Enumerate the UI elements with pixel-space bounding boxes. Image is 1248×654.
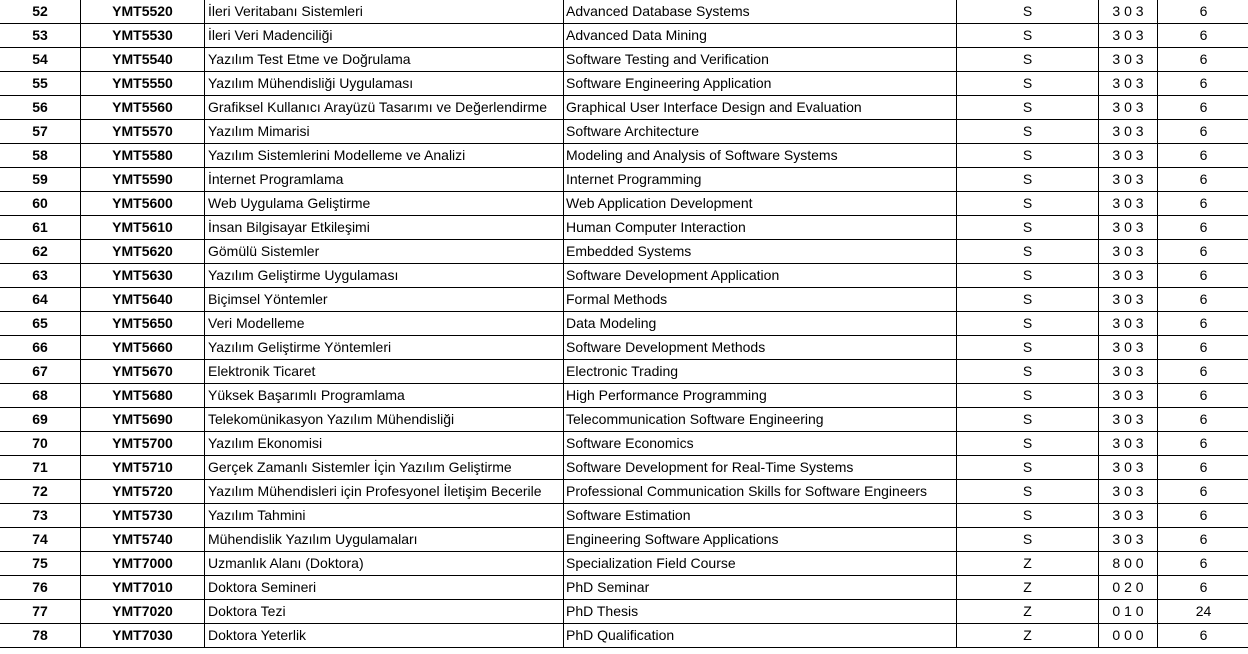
course-type-cell: S xyxy=(957,480,1099,504)
table-row xyxy=(0,600,1248,624)
course-name-en-cell: PhD Thesis xyxy=(564,600,957,624)
course-name-en-cell: Software Development Application xyxy=(564,264,957,288)
row-number-cell: 76 xyxy=(0,576,81,600)
row-number-cell: 68 xyxy=(0,384,81,408)
course-hours-cell: 8 0 0 xyxy=(1099,552,1158,576)
course-name-en-cell: Software Testing and Verification xyxy=(564,48,957,72)
row-number-cell: 55 xyxy=(0,72,81,96)
course-code-cell: YMT5730 xyxy=(81,504,205,528)
row-number-cell: 65 xyxy=(0,312,81,336)
course-hours-cell: 3 0 3 xyxy=(1099,480,1158,504)
course-type-cell: S xyxy=(957,120,1099,144)
course-type-cell: S xyxy=(957,24,1099,48)
course-ects-cell: 6 xyxy=(1158,432,1248,456)
course-name-en-cell: Software Estimation xyxy=(564,504,957,528)
course-type-cell: S xyxy=(957,408,1099,432)
table-row xyxy=(0,480,1248,504)
course-type-cell: S xyxy=(957,96,1099,120)
course-type-cell: S xyxy=(957,240,1099,264)
course-ects-cell: 6 xyxy=(1158,264,1248,288)
course-name-en-cell: Modeling and Analysis of Software Systems xyxy=(564,144,957,168)
row-number-cell: 53 xyxy=(0,24,81,48)
course-name-tr-cell: Yazılım Mühendisleri için Profesyonel İletişim Becerile xyxy=(205,480,564,504)
course-type-cell: S xyxy=(957,384,1099,408)
course-hours-cell: 3 0 3 xyxy=(1099,240,1158,264)
row-number-cell: 59 xyxy=(0,168,81,192)
row-number-cell: 60 xyxy=(0,192,81,216)
course-code-cell: YMT5670 xyxy=(81,360,205,384)
table-row xyxy=(0,576,1248,600)
course-type-cell: Z xyxy=(957,600,1099,624)
course-name-en-cell: Electronic Trading xyxy=(564,360,957,384)
course-ects-cell: 6 xyxy=(1158,168,1248,192)
course-code-cell: YMT5680 xyxy=(81,384,205,408)
course-name-en-cell: Embedded Systems xyxy=(564,240,957,264)
course-type-cell: Z xyxy=(957,576,1099,600)
course-code-cell: YMT5530 xyxy=(81,24,205,48)
course-name-en-cell: Internet Programming xyxy=(564,168,957,192)
course-name-en-cell: Human Computer Interaction xyxy=(564,216,957,240)
course-name-tr-cell: Yazılım Geliştirme Yöntemleri xyxy=(205,336,564,360)
table-row xyxy=(0,384,1248,408)
course-name-tr-cell: Yazılım Test Etme ve Doğrulama xyxy=(205,48,564,72)
course-code-cell: YMT5620 xyxy=(81,240,205,264)
course-name-tr-cell: Doktora Tezi xyxy=(205,600,564,624)
table-row xyxy=(0,312,1248,336)
table-row xyxy=(0,240,1248,264)
table-row xyxy=(0,48,1248,72)
course-hours-cell: 3 0 3 xyxy=(1099,336,1158,360)
course-name-tr-cell: Elektronik Ticaret xyxy=(205,360,564,384)
row-number-cell: 57 xyxy=(0,120,81,144)
course-ects-cell: 6 xyxy=(1158,576,1248,600)
course-ects-cell: 6 xyxy=(1158,0,1248,24)
course-ects-cell: 6 xyxy=(1158,408,1248,432)
course-ects-cell: 6 xyxy=(1158,384,1248,408)
course-name-en-cell: Web Application Development xyxy=(564,192,957,216)
course-name-tr-cell: Doktora Semineri xyxy=(205,576,564,600)
course-hours-cell: 0 1 0 xyxy=(1099,600,1158,624)
course-type-cell: S xyxy=(957,456,1099,480)
course-hours-cell: 3 0 3 xyxy=(1099,48,1158,72)
course-name-tr-cell: Yazılım Geliştirme Uygulaması xyxy=(205,264,564,288)
course-ects-cell: 6 xyxy=(1158,528,1248,552)
course-name-tr-cell: Yazılım Mimarisi xyxy=(205,120,564,144)
course-code-cell: YMT5520 xyxy=(81,0,205,24)
course-name-en-cell: Specialization Field Course xyxy=(564,552,957,576)
course-type-cell: S xyxy=(957,168,1099,192)
course-code-cell: YMT7010 xyxy=(81,576,205,600)
course-type-cell: S xyxy=(957,264,1099,288)
table-row xyxy=(0,264,1248,288)
course-code-cell: YMT7000 xyxy=(81,552,205,576)
row-number-cell: 54 xyxy=(0,48,81,72)
course-type-cell: S xyxy=(957,72,1099,96)
course-hours-cell: 3 0 3 xyxy=(1099,432,1158,456)
table-row xyxy=(0,120,1248,144)
course-hours-cell: 3 0 3 xyxy=(1099,144,1158,168)
table-row xyxy=(0,96,1248,120)
course-name-en-cell: Advanced Data Mining xyxy=(564,24,957,48)
course-code-cell: YMT5640 xyxy=(81,288,205,312)
course-name-tr-cell: Uzmanlık Alanı (Doktora) xyxy=(205,552,564,576)
course-type-cell: S xyxy=(957,144,1099,168)
course-type-cell: S xyxy=(957,504,1099,528)
course-name-en-cell: PhD Qualification xyxy=(564,624,957,648)
course-type-cell: S xyxy=(957,432,1099,456)
table-row xyxy=(0,432,1248,456)
row-number-cell: 73 xyxy=(0,504,81,528)
table-row xyxy=(0,408,1248,432)
course-name-tr-cell: Doktora Yeterlik xyxy=(205,624,564,648)
course-name-en-cell: Software Architecture xyxy=(564,120,957,144)
course-ects-cell: 6 xyxy=(1158,72,1248,96)
course-name-tr-cell: Web Uygulama Geliştirme xyxy=(205,192,564,216)
course-name-en-cell: High Performance Programming xyxy=(564,384,957,408)
course-code-cell: YMT5710 xyxy=(81,456,205,480)
table-row xyxy=(0,216,1248,240)
course-name-en-cell: Software Economics xyxy=(564,432,957,456)
course-code-cell: YMT5600 xyxy=(81,192,205,216)
course-code-cell: YMT5660 xyxy=(81,336,205,360)
row-number-cell: 52 xyxy=(0,0,81,24)
course-hours-cell: 3 0 3 xyxy=(1099,360,1158,384)
course-hours-cell: 0 0 0 xyxy=(1099,624,1158,648)
course-name-tr-cell: Grafiksel Kullanıcı Arayüzü Tasarımı ve Değerlendirme xyxy=(205,96,564,120)
course-hours-cell: 3 0 3 xyxy=(1099,192,1158,216)
course-ects-cell: 6 xyxy=(1158,24,1248,48)
course-name-tr-cell: Biçimsel Yöntemler xyxy=(205,288,564,312)
course-code-cell: YMT5700 xyxy=(81,432,205,456)
course-hours-cell: 3 0 3 xyxy=(1099,168,1158,192)
course-ects-cell: 6 xyxy=(1158,48,1248,72)
table-row xyxy=(0,288,1248,312)
course-name-tr-cell: Veri Modelleme xyxy=(205,312,564,336)
course-name-tr-cell: İnternet Programlama xyxy=(205,168,564,192)
course-ects-cell: 6 xyxy=(1158,480,1248,504)
course-code-cell: YMT5550 xyxy=(81,72,205,96)
course-code-cell: YMT5570 xyxy=(81,120,205,144)
course-name-tr-cell: Yüksek Başarımlı Programlama xyxy=(205,384,564,408)
course-type-cell: S xyxy=(957,288,1099,312)
course-name-tr-cell: Yazılım Sistemlerini Modelleme ve Analizi xyxy=(205,144,564,168)
course-hours-cell: 3 0 3 xyxy=(1099,504,1158,528)
row-number-cell: 78 xyxy=(0,624,81,648)
course-ects-cell: 6 xyxy=(1158,456,1248,480)
course-ects-cell: 6 xyxy=(1158,504,1248,528)
table-row xyxy=(0,336,1248,360)
course-ects-cell: 6 xyxy=(1158,360,1248,384)
course-ects-cell: 6 xyxy=(1158,624,1248,648)
course-hours-cell: 3 0 3 xyxy=(1099,96,1158,120)
course-name-tr-cell: İnsan Bilgisayar Etkileşimi xyxy=(205,216,564,240)
row-number-cell: 63 xyxy=(0,264,81,288)
course-hours-cell: 3 0 3 xyxy=(1099,216,1158,240)
course-ects-cell: 24 xyxy=(1158,600,1248,624)
table-row xyxy=(0,504,1248,528)
course-name-tr-cell: Yazılım Ekonomisi xyxy=(205,432,564,456)
course-name-en-cell: PhD Seminar xyxy=(564,576,957,600)
table-row xyxy=(0,360,1248,384)
row-number-cell: 69 xyxy=(0,408,81,432)
course-name-en-cell: Software Development Methods xyxy=(564,336,957,360)
course-type-cell: Z xyxy=(957,624,1099,648)
row-number-cell: 58 xyxy=(0,144,81,168)
course-hours-cell: 3 0 3 xyxy=(1099,408,1158,432)
table-row xyxy=(0,456,1248,480)
course-type-cell: S xyxy=(957,360,1099,384)
table-row xyxy=(0,168,1248,192)
course-ects-cell: 6 xyxy=(1158,120,1248,144)
row-number-cell: 75 xyxy=(0,552,81,576)
course-ects-cell: 6 xyxy=(1158,144,1248,168)
course-code-cell: YMT5610 xyxy=(81,216,205,240)
table-row xyxy=(0,144,1248,168)
row-number-cell: 70 xyxy=(0,432,81,456)
table-row xyxy=(0,72,1248,96)
course-name-tr-cell: Telekomünikasyon Yazılım Mühendisliği xyxy=(205,408,564,432)
table-row xyxy=(0,192,1248,216)
course-hours-cell: 3 0 3 xyxy=(1099,456,1158,480)
course-type-cell: S xyxy=(957,528,1099,552)
course-ects-cell: 6 xyxy=(1158,216,1248,240)
course-name-tr-cell: Gerçek Zamanlı Sistemler İçin Yazılım Geliştirme xyxy=(205,456,564,480)
course-ects-cell: 6 xyxy=(1158,96,1248,120)
course-name-tr-cell: Yazılım Tahmini xyxy=(205,504,564,528)
row-number-cell: 66 xyxy=(0,336,81,360)
course-hours-cell: 3 0 3 xyxy=(1099,528,1158,552)
course-name-tr-cell: Mühendislik Yazılım Uygulamaları xyxy=(205,528,564,552)
course-hours-cell: 3 0 3 xyxy=(1099,312,1158,336)
course-name-tr-cell: Gömülü Sistemler xyxy=(205,240,564,264)
course-type-cell: Z xyxy=(957,552,1099,576)
course-code-cell: YMT5540 xyxy=(81,48,205,72)
row-number-cell: 74 xyxy=(0,528,81,552)
course-hours-cell: 3 0 3 xyxy=(1099,384,1158,408)
row-number-cell: 67 xyxy=(0,360,81,384)
course-name-tr-cell: İleri Veri Madenciliği xyxy=(205,24,564,48)
course-code-cell: YMT5590 xyxy=(81,168,205,192)
table-row xyxy=(0,624,1248,648)
course-ects-cell: 6 xyxy=(1158,240,1248,264)
row-number-cell: 71 xyxy=(0,456,81,480)
course-name-en-cell: Graphical User Interface Design and Evaluation xyxy=(564,96,957,120)
course-code-cell: YMT5580 xyxy=(81,144,205,168)
course-type-cell: S xyxy=(957,48,1099,72)
table-row xyxy=(0,24,1248,48)
course-ects-cell: 6 xyxy=(1158,192,1248,216)
course-hours-cell: 3 0 3 xyxy=(1099,264,1158,288)
course-ects-cell: 6 xyxy=(1158,288,1248,312)
course-code-cell: YMT5650 xyxy=(81,312,205,336)
table-row xyxy=(0,528,1248,552)
course-hours-cell: 3 0 3 xyxy=(1099,72,1158,96)
row-number-cell: 64 xyxy=(0,288,81,312)
course-hours-cell: 3 0 3 xyxy=(1099,120,1158,144)
course-type-cell: S xyxy=(957,216,1099,240)
row-number-cell: 77 xyxy=(0,600,81,624)
course-name-en-cell: Data Modeling xyxy=(564,312,957,336)
course-type-cell: S xyxy=(957,312,1099,336)
course-hours-cell: 3 0 3 xyxy=(1099,288,1158,312)
course-name-tr-cell: İleri Veritabanı Sistemleri xyxy=(205,0,564,24)
course-name-en-cell: Advanced Database Systems xyxy=(564,0,957,24)
course-type-cell: S xyxy=(957,0,1099,24)
course-type-cell: S xyxy=(957,336,1099,360)
course-name-en-cell: Professional Communication Skills for Software Engineers xyxy=(564,480,957,504)
course-ects-cell: 6 xyxy=(1158,552,1248,576)
course-code-cell: YMT5690 xyxy=(81,408,205,432)
course-name-en-cell: Formal Methods xyxy=(564,288,957,312)
course-code-cell: YMT7030 xyxy=(81,624,205,648)
course-code-cell: YMT5560 xyxy=(81,96,205,120)
row-number-cell: 61 xyxy=(0,216,81,240)
course-name-en-cell: Engineering Software Applications xyxy=(564,528,957,552)
course-ects-cell: 6 xyxy=(1158,336,1248,360)
course-ects-cell: 6 xyxy=(1158,312,1248,336)
course-type-cell: S xyxy=(957,192,1099,216)
course-code-cell: YMT5720 xyxy=(81,480,205,504)
course-code-cell: YMT5740 xyxy=(81,528,205,552)
course-name-en-cell: Telecommunication Software Engineering xyxy=(564,408,957,432)
course-code-cell: YMT5630 xyxy=(81,264,205,288)
course-code-cell: YMT7020 xyxy=(81,600,205,624)
course-name-en-cell: Software Development for Real-Time Systems xyxy=(564,456,957,480)
row-number-cell: 56 xyxy=(0,96,81,120)
course-name-en-cell: Software Engineering Application xyxy=(564,72,957,96)
course-hours-cell: 0 2 0 xyxy=(1099,576,1158,600)
row-number-cell: 72 xyxy=(0,480,81,504)
course-hours-cell: 3 0 3 xyxy=(1099,0,1158,24)
course-hours-cell: 3 0 3 xyxy=(1099,24,1158,48)
table-row xyxy=(0,0,1248,24)
row-number-cell: 62 xyxy=(0,240,81,264)
course-name-tr-cell: Yazılım Mühendisliği Uygulaması xyxy=(205,72,564,96)
table-row xyxy=(0,552,1248,576)
